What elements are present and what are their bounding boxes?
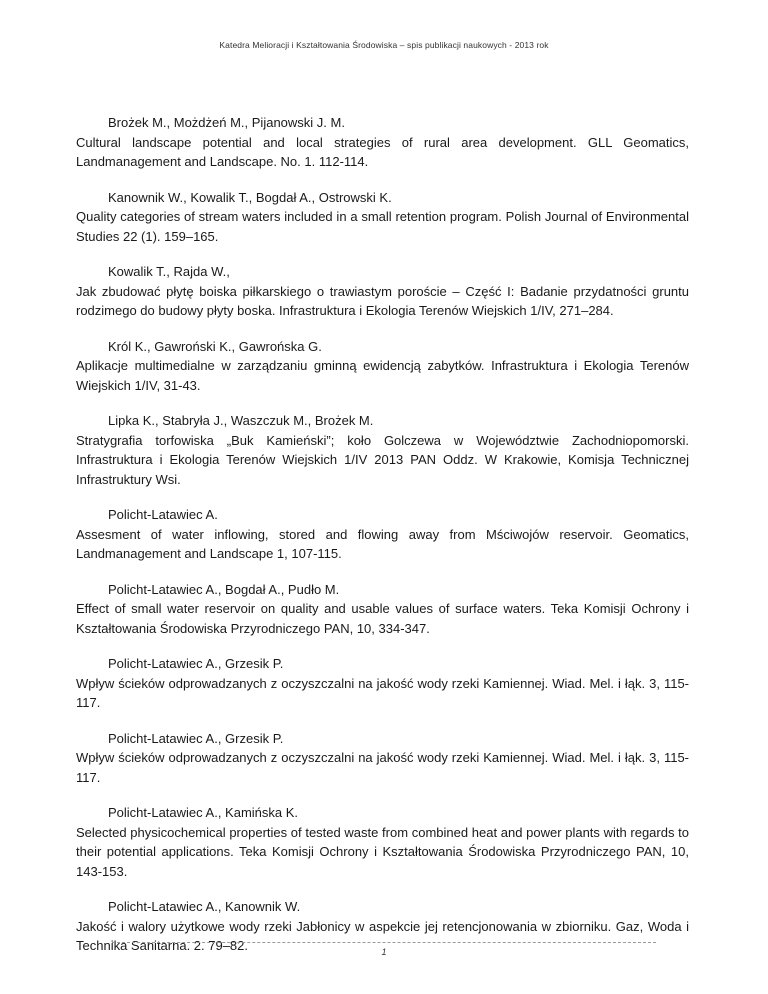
entry-authors: Kanownik W., Kowalik T., Bogdał A., Ostrowski K. xyxy=(108,189,392,205)
entry-authors: Kowalik T., Rajda W., xyxy=(108,264,230,279)
entry-authors: Policht-Latawiec A., Kanownik W. xyxy=(108,899,301,914)
publication-entry xyxy=(76,580,689,639)
publication-entry xyxy=(76,505,689,564)
entry-citation: Cultural landscape potential and local strategies of rural area development. GLL Geomatics, Landmanagement and Landscape. No. 1. 112-114. xyxy=(76,134,689,169)
entry-authors: Policht-Latawiec A., Grzesik P. xyxy=(108,656,284,671)
publication-entry xyxy=(76,803,689,881)
entry-citation: Selected physicochemical properties of tested waste from combined heat and power plants with regards to their potential applications. Teka Komisji Ochrony i Kształtowania Środowiska Przyrodniczego PAN, 10, 143-153. xyxy=(76,824,689,879)
entry-authors: Policht-Latawiec A., Kamińska K. xyxy=(108,805,299,820)
entry-citation: Jak zbudować płytę boiska piłkarskiego o trawiastym poroście – Część I: Badanie przydatności gruntu rodzimego do budowy płyty boska. Infrastruktura i Ekologia Terenów Wiejskich 1/IV, 271–284. xyxy=(76,283,689,318)
page-header: Katedra Melioracji i Kształtowania Środowiska – spis publikacji naukowych - 2013 rok xyxy=(219,40,549,50)
publication-entry xyxy=(76,262,689,321)
entry-citation: Stratygrafia torfowiska „Buk Kamieński”; koło Golczewa w Województwie Zachodniopomorski. Infrastruktura i Ekologia Terenów Wiejskich 1/IV 2013 PAN Oddz. W Krakowie, Komisja Technicznej Infrastruktury Wsi. xyxy=(76,432,689,487)
publication-entry xyxy=(76,188,689,247)
entry-citation: Jakość i walory użytkowe wody rzeki Jabłonicy w aspekcie jej retencjonowania w zbiorniku. Gaz, Woda i Technika Sanitarna. 2. 79–82. xyxy=(76,918,689,953)
publication-entry xyxy=(76,411,689,489)
publication-list xyxy=(76,113,689,972)
footer-divider xyxy=(112,942,656,943)
entry-citation: Quality categories of stream waters included in a small retention program. Polish Journal of Environmental Studies 22 (1). 159–165. xyxy=(76,209,689,244)
entry-authors: Brożek M., Możdżeń M., Pijanowski J. M. xyxy=(108,115,345,130)
publication-entry xyxy=(76,113,689,172)
entry-authors: Lipka K., Stabryła J., Waszczuk M., Brożek M. xyxy=(108,413,374,428)
entry-citation: Aplikacje multimedialne w zarządzaniu gminną ewidencją zabytków. Infrastruktura i Ekologia Terenów Wiejskich 1/IV, 31-43. xyxy=(76,358,689,393)
entry-citation: Assesment of water inflowing, stored and flowing away from Mściwojów reservoir. Geomatics, Landmanagement and Landscape 1, 107-115. xyxy=(76,526,689,561)
entry-authors: Policht-Latawiec A., Bogdał A., Pudło M. xyxy=(108,581,340,597)
entry-authors: Król K., Gawroński K., Gawrońska G. xyxy=(108,338,322,354)
entry-citation: Wpływ ścieków odprowadzanych z oczyszczalni na jakość wody rzeki Kamiennej. Wiad. Mel. i łąk. 3, 115-117. xyxy=(76,675,689,710)
publication-entry xyxy=(76,654,689,713)
entry-authors: Policht-Latawiec A. xyxy=(108,507,218,522)
publication-entry xyxy=(76,729,689,788)
page-number: 1 xyxy=(381,947,387,957)
entry-citation: Effect of small water reservoir on quality and usable values of surface waters. Teka Komisji Ochrony i Kształtowania Środowiska Przyrodniczego PAN, 10, 334-347. xyxy=(76,601,689,636)
publication-entry xyxy=(76,337,689,396)
entry-authors: Policht-Latawiec A., Grzesik P. xyxy=(108,730,284,746)
entry-citation: Wpływ ścieków odprowadzanych z oczyszczalni na jakość wody rzeki Kamiennej. Wiad. Mel. i łąk. 3, 115-117. xyxy=(76,750,689,785)
